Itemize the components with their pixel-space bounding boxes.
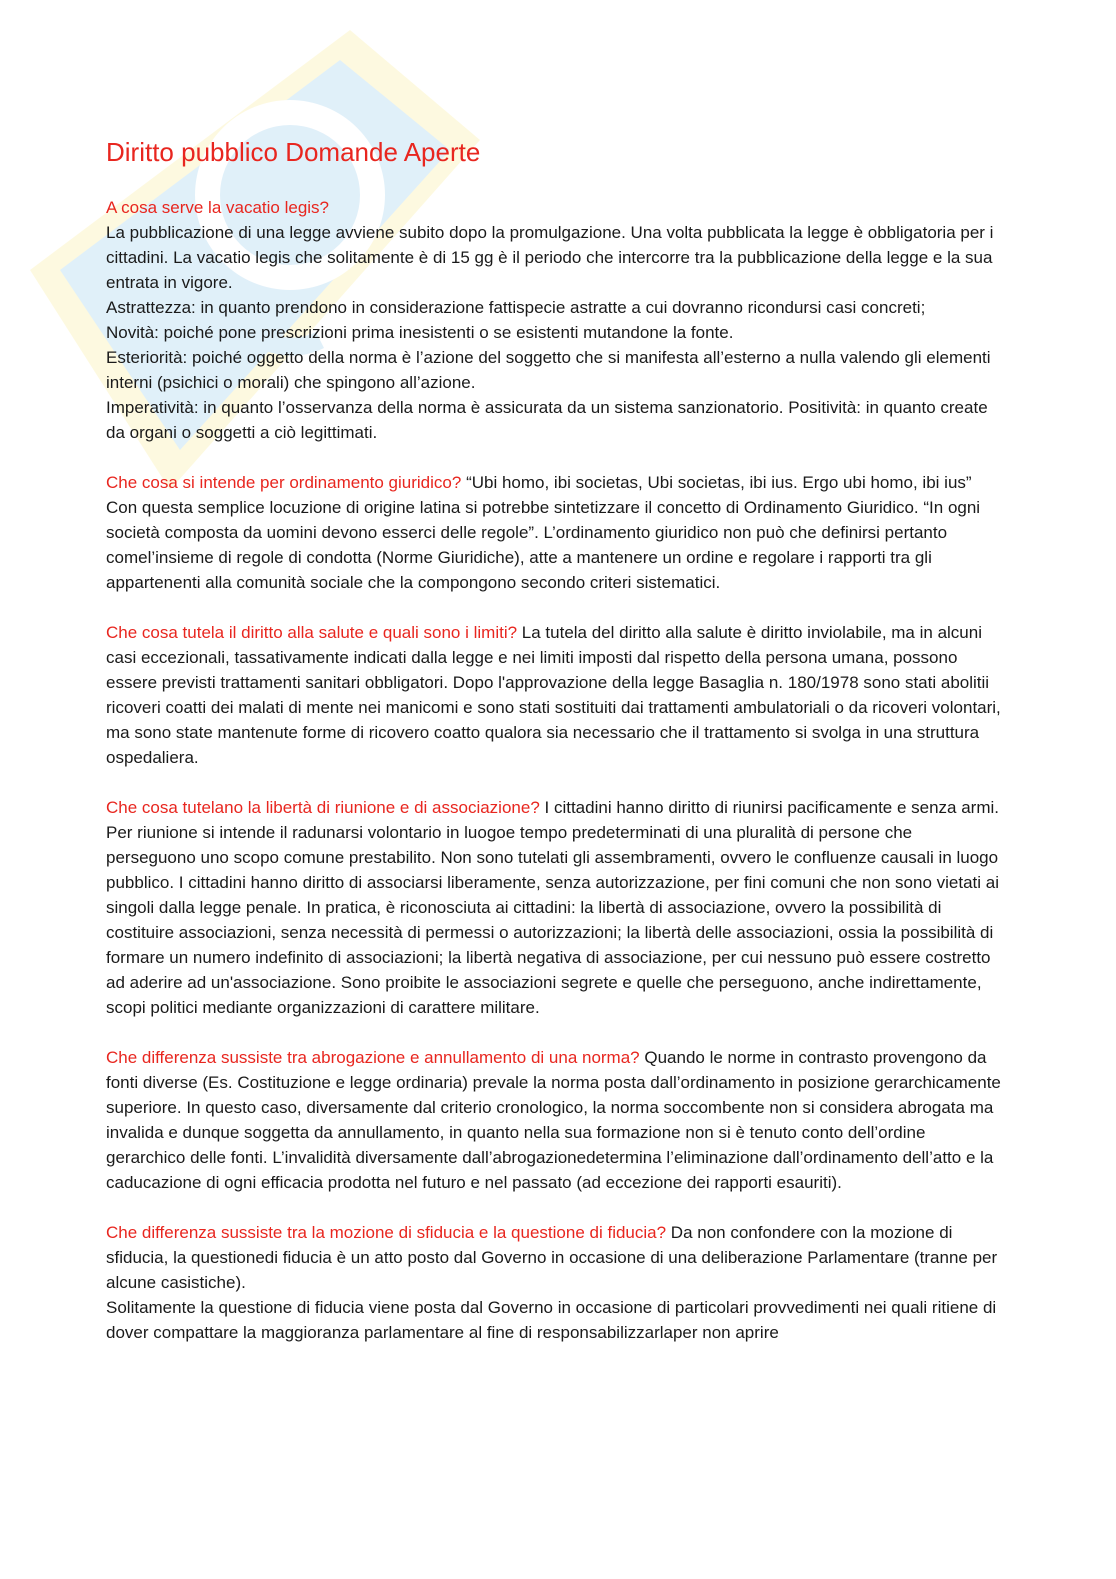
question-text: Che cosa tutelano la libertà di riunione e di associazione? [106,798,540,817]
answer-paragraph: Imperatività: in quanto l’osservanza della norma è assicurata da un sistema sanzionatorio. Positività: in quanto create da organi o soggetti a ciò legittimati. [106,398,988,442]
answer-paragraph: Novità: poiché pone prescrizioni prima inesistenti o se esistenti mutandone la fonte. [106,323,734,342]
answer-text: Da non confondere con la mozione di sfiducia, la questionedi fiducia è un atto posto dal Governo in occasione di una deliberazione Parlamentare (tranne per alcune casistiche). [106,1223,998,1292]
paragraph [106,1045,1006,1195]
document-page [106,132,1006,1370]
document-title: Diritto pubblico Domande Aperte [106,137,481,167]
section-sfiducia-fiducia [106,1220,1006,1345]
answer-text: “Ubi homo, ibi societas, Ubi societas, ibi ius. Ergo ubi homo, ibi ius” Con questa semplice locuzione di origine latina si potrebbe sintetizzare il concetto di Ordinamento Giuridico. “In ogni società composta da uomini devono esserci delle regole”. L’ordinamento giuridico non può che definirsi pertanto comel’insieme di regole di condotta (Norme Giuridiche), atte a mantenere un ordine e regolare i rapporti tra gli appartenenti alla comunità sociale che la compongono secondo criteri sistematici. [106,473,981,592]
section-ordinamento-giuridico [106,470,1006,595]
answer-text: Quando le norme in contrasto provengono da fonti diverse (Es. Costituzione e legge ordinaria) prevale la norma posta dall’ordinamento in posizione gerarchicamente superiore. In questo caso, diversamente dal criterio cronologico, la norma soccombente non si considera abrogata ma invalida e dunque soggetta da annullamento, in quanto nella sua formazione non si è tenuto conto dell’ordine gerarchico delle fonti. L’invalidità diversamente dall’abrogazionedetermina l’eliminazione dall’ordinamento dell’atto e la caducazione di ogni efficacia prodotta nel futuro e nel passato (ad eccezione dei rapporti esauriti). [106,1048,1001,1192]
answer-paragraph: Solitamente la questione di fiducia viene posta dal Governo in occasione di particolari provvedimenti nei quali ritiene di dover compattare la maggioranza parlamentare al fine di responsabilizzarlaper non aprire [106,1298,997,1342]
section-riunione-associazione [106,795,1006,1020]
paragraph [106,795,1006,1020]
paragraph [106,470,1006,595]
paragraph [106,195,1006,220]
question-text: Che cosa si intende per ordinamento giuridico? [106,473,462,492]
answer-paragraph: Astrattezza: in quanto prendono in considerazione fattispecie astratte a cui dovranno ricondursi casi concreti; [106,298,926,317]
question-text: Che differenza sussiste tra la mozione di sfiducia e la questione di fiducia? [106,1223,667,1242]
question-text: Che differenza sussiste tra abrogazione e annullamento di una norma? [106,1048,640,1067]
paragraph [106,620,1006,770]
section-vacatio-legis [106,195,1006,445]
question-text: Che cosa tutela il diritto alla salute e quali sono i limiti? [106,623,518,642]
answer-text: La tutela del diritto alla salute è diritto inviolabile, ma in alcuni casi eccezionali, tassativamente indicati dalla legge e nei limiti imposti dal rispetto della persona umana, possono essere previsti trattamenti sanitari obbligatori. Dopo l'approvazione della legge Basaglia n. 180/1978 sono stati abolitii ricoveri coatti dei malati di mente nei manicomi e sono stati sostituiti dai trattamenti ambulatoriali o da ricoveri volontari, ma sono state mantenute forme di ricovero coatto qualora sia necessario che il trattamento si svolga in una struttura ospedaliera. [106,623,1001,767]
answer-paragraph: Esteriorità: poiché oggetto della norma è l’azione del soggetto che si manifesta all’esterno a nulla valendo gli elementi interni (psichici o morali) che spingono all’azione. [106,348,991,392]
section-diritto-salute [106,620,1006,770]
answer-paragraph: La pubblicazione di una legge avviene subito dopo la promulgazione. Una volta pubblicata la legge è obbligatoria per i cittadini. La vacatio legis che solitamente è di 15 gg è il periodo che intercorre tra la pubblicazione della legge e la sua entrata in vigore. [106,223,994,292]
answer-text: I cittadini hanno diritto di riunirsi pacificamente e senza armi. Per riunione si intende il radunarsi volontario in luogoe tempo predeterminati di una pluralità di persone che perseguono uno scopo comune prestabilito. Non sono tutelati gli assembramenti, ovvero le confluenze causali in luogo pubblico. I cittadini hanno diritto di associarsi liberamente, senza autorizzazione, per fini comuni che non sono vietati ai singoli dalla legge penale. In pratica, è riconosciuta ai cittadini: la libertà di associazione, ovvero la possibilità di costituire associazioni, senza necessità di permessi o autorizzazioni; la libertà delle associazioni, ossia la possibilità di formare un numero indefinito di associazioni; la libertà negativa di associazione, per cui nessuno può essere costretto ad aderire ad un'associazione. Sono proibite le associazioni segrete e quelle che perseguono, anche indirettamente, scopi politici mediante organizzazioni di carattere militare. [106,798,1000,1017]
question-text: A cosa serve la vacatio legis? [106,198,330,217]
section-abrogazione-annullamento [106,1045,1006,1195]
paragraph [106,1220,1006,1295]
